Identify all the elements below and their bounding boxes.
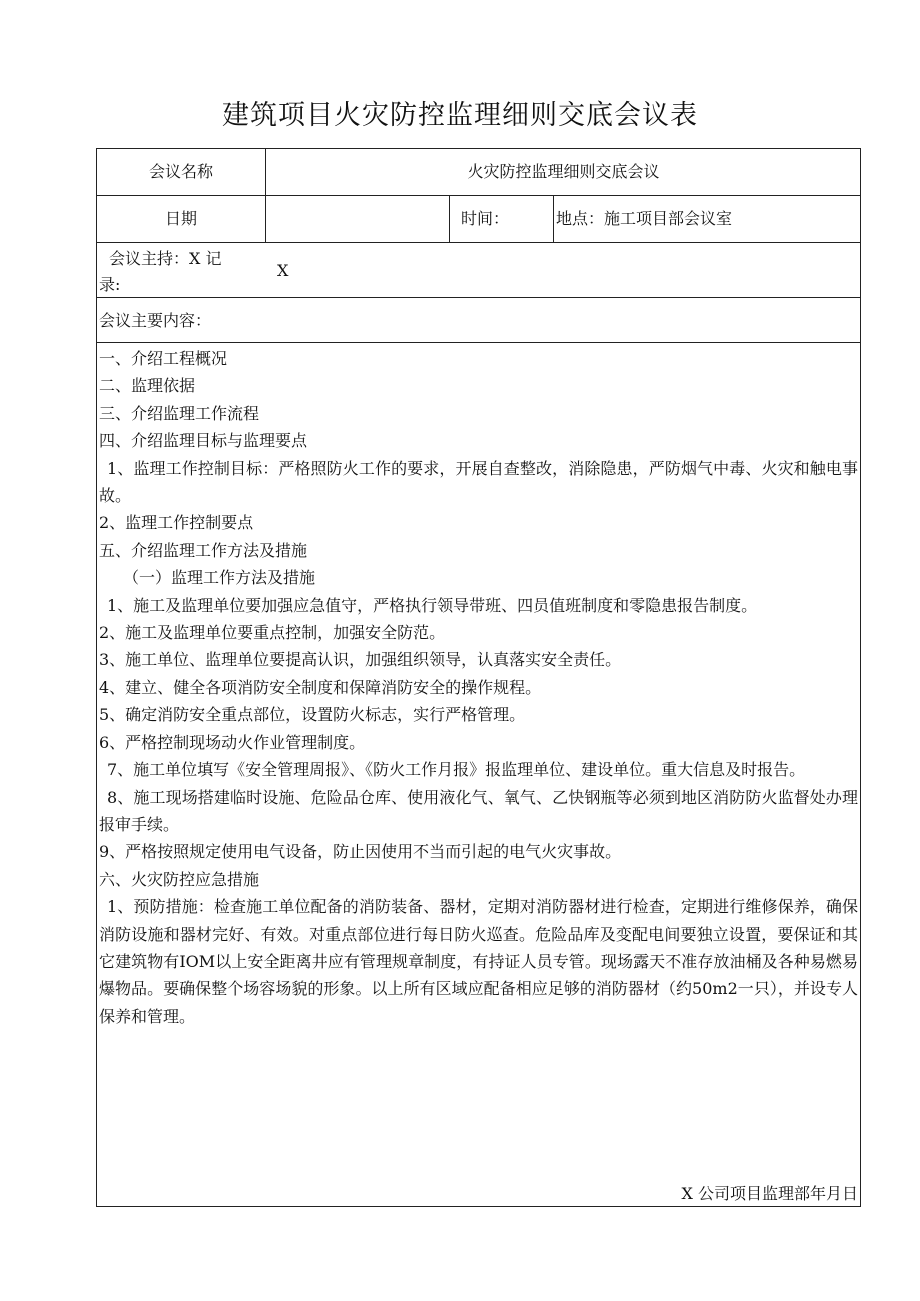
content-item: 三、介绍监理工作流程 bbox=[99, 403, 260, 423]
recorder-value: X bbox=[277, 261, 289, 280]
content-label: 会议主要内容： bbox=[99, 311, 212, 330]
signature: X 公司项目监理部年月日 bbox=[681, 1184, 858, 1203]
meeting-name-label: 会议名称 bbox=[148, 162, 213, 181]
meeting-content-list bbox=[97, 345, 860, 1030]
content-item: （一）监理工作方法及措施 bbox=[123, 568, 316, 588]
location-label: 地点：施工项目部会议室 bbox=[556, 209, 733, 228]
recorder-label: 录: bbox=[99, 275, 121, 294]
content-item: 8、施工现场搭建临时设施、危险品仓库、使用液化气、氧气、乙快钢瓶等必须到地区消防防火监督处办理报审手续。 bbox=[99, 787, 858, 834]
row-divider bbox=[97, 242, 860, 243]
content-item: 一、介绍工程概况 bbox=[99, 349, 228, 368]
row-divider bbox=[97, 342, 860, 343]
content-item: 四、介绍监理目标与监理要点 bbox=[99, 431, 308, 451]
content-item: 1、监理工作控制目标：严格照防火工作的要求，开展自查整改，消除隐患，严防烟气中毒、火灾和触电事故。 bbox=[99, 458, 858, 506]
content-item: 3、施工单位、监理单位要提高认识，加强组织领导，认真落实安全责任。 bbox=[99, 650, 622, 670]
content-item: 1、施工及监理单位要加强应急值守，严格执行领导带班、四员值班制度和零隐患报告制度。 bbox=[107, 595, 758, 615]
date-label: 日期 bbox=[164, 209, 197, 228]
column-divider bbox=[449, 195, 450, 242]
content-item: 5、确定消防安全重点部位，设置防火标志，实行严格管理。 bbox=[99, 705, 526, 725]
document-title: 建筑项目火灾防控监理细则交底会议表 bbox=[222, 100, 698, 131]
content-item: 2、监理工作控制要点 bbox=[99, 513, 254, 533]
row-divider bbox=[97, 297, 860, 298]
content-item: 五、介绍监理工作方法及措施 bbox=[99, 540, 308, 560]
content-item: 9、严格按照规定使用电气设备，防止因使用不当而引起的电气火灾事故。 bbox=[99, 842, 622, 862]
row-divider bbox=[97, 195, 860, 196]
content-item: 6、严格控制现场动火作业管理制度。 bbox=[99, 732, 366, 752]
content-item: 二、监理依据 bbox=[99, 376, 196, 396]
meeting-table bbox=[96, 148, 861, 1207]
content-item: 1、预防措施：检查施工单位配备的消防装备、器材，定期对消防器材进行检查，定期进行维修保养，确保消防设施和器材完好、有效。对重点部位进行每日防火巡查。危险品库及变配电间要独立设置，要保证和其它建筑物有IOM以上安全距离井应有管理规章制度，有持证人员专管。现场露天不准存放油桶及各种易燃易爆物品。要确保整个场容场貌的形象。以上所有区域应配备相应足够的消防器材（约50m2一只），并设专人保养和管理。 bbox=[99, 897, 858, 1026]
content-item: 2、施工及监理单位要重点控制，加强安全防范。 bbox=[99, 623, 446, 643]
content-item: 六、火灾防控应急措施 bbox=[99, 869, 260, 889]
column-divider bbox=[553, 195, 554, 242]
host-label: 会议主持：X 记 bbox=[109, 249, 222, 268]
meeting-name-value: 火灾防控监理细则交底会议 bbox=[467, 162, 660, 181]
time-label: 时间： bbox=[461, 209, 510, 228]
content-item: 7、施工单位填写《安全管理周报》、《防火工作月报》报监理单位、建设单位。重大信息及时报告。 bbox=[107, 760, 806, 780]
content-item: 4、建立、健全各项消防安全制度和保障消防安全的操作规程。 bbox=[99, 677, 542, 697]
